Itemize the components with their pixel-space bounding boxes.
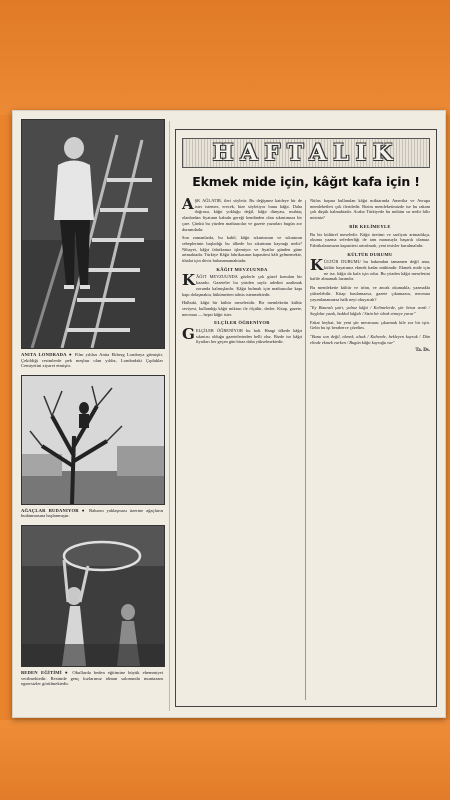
caption-anita-text: ● Film yıldızı Anita Ekberg Londraya gitmiştir. Çekildiği resimlerde pek meşhur olan yıldız, Londradaki Çıplaklar Cemiyetini ziyaret etmiştir. [21, 352, 163, 369]
drop-cap: K [182, 271, 196, 290]
magazine-page [12, 110, 446, 718]
banner-title: HAFTALIK [212, 140, 400, 166]
column-divider [169, 121, 170, 711]
article-paragraph [182, 195, 302, 232]
paragraph-text: Nüfus başına kullanılan kâğıt miktarında Amerika ve Avrupa memleketleri çok ileridedir. Bizim memleketimizde ise bu rakam çok düşük kalmaktadır. Acaba Türkiyede bu mühim sır nedir bilir misiniz? [310, 198, 430, 221]
photo-anita [21, 119, 165, 349]
photo-trees [21, 375, 165, 505]
article-paragraph [310, 320, 430, 331]
paragraph-text: Fakat heyhat, bir yeni şiir mecmuası çıkarmak bile zor bir iştir. Gelin bu işi beraberce çözelim. [310, 319, 430, 331]
background-bottom [0, 720, 450, 800]
article-subhead: BİR KELİMEYLE [349, 223, 391, 229]
background-top [0, 0, 450, 115]
caption-trees-text: ● Baharın yaklaşması üzerine ağaçların budanmasına başlanmıştır. [21, 507, 163, 519]
article-paragraph [310, 256, 430, 282]
article-paragraph [182, 271, 302, 297]
paragraph-text: Bu memlekette kültür ve irfan, ve ancak okumakla, yazmakla yükselebilir. Kitap basılamazsa, gazete çıkamazsa, mecmua yayımlanamazsa halk neyi okuyacak? [310, 285, 430, 302]
haftalik-article [175, 129, 437, 707]
article-paragraph [310, 232, 430, 249]
caption-gymnastics-text: ● Okullarda beden eğitimine büyük ehemmiyet verilmektedir. Resimde genç kızlarımız idman salonunda muntazam egzersizler görülmektedir. [21, 669, 163, 687]
article-paragraph [182, 235, 302, 264]
caption-gymnastics-title: BEDEN EĞİTİMİ [21, 669, 62, 675]
caption-trees-title: AĞAÇLAR BUDANIYOR [21, 507, 79, 513]
article-column-rule [305, 200, 306, 700]
caption-anita-title: ANITA LONDRADA [21, 352, 67, 357]
drop-cap: K [310, 256, 324, 275]
drop-cap: G [182, 325, 195, 344]
article-paragraph [182, 325, 302, 345]
article-poem: "Bunu son değil, ekmek, alsak / Kahvede, bekleyen kuyruk / Dün elinde ekmek varken / Bugün kâğıt kuyruğu var" [310, 334, 430, 345]
article-left-column [182, 195, 302, 348]
caption-anita [21, 352, 163, 369]
photo-gymnastics [21, 525, 165, 667]
article-headline: Ekmek mide için, kâğıt kafa için ! [192, 174, 420, 189]
paragraph-text: Bu bir kültürel meseledir. Kâğıt üretimi ve sarfiyatı artmadıkça, okuma yazma seferberliği de tam manasıyla başarılı olamaz. Fabrikalarımızın kapasitesi artırılmalı, yeni tesisler kurulmalıdır. [310, 231, 430, 248]
caption-gymnastics [21, 670, 163, 687]
paragraph-text: ELÇİLER ÖĞRENİYOR bu hali. Hangi ülkede kâğıt sıkıntısı olduğu gazetelerinden belli olur. Bizde ise kâğıt fiyatları her geçen gün biraz daha yükselmektedir. [195, 328, 302, 345]
photo-column [21, 119, 163, 693]
author-signature: Ta. Ds. [415, 348, 430, 354]
paragraph-text: ÜLTÜR DURUMU bu bakımdan tamamen değil ama, kültür hayatımız ekmek kadar mühimdir. Ekmek mide için ne ise, kâğıt da kafa için odur. Bu yüzden kâğıt meselesini hafife almamak lazımdır. [310, 259, 430, 282]
caption-trees [21, 508, 163, 519]
haftalik-banner [182, 138, 430, 168]
paragraph-text: ÂĞIT MEVZUUNDA gözlerle çok güzel konulan bir kazadır. Gazeteler bu yüzden sayfa adedini azaltmak zorunda kalmışlardır. Kâğıt bulmak için matbaacılar kapı kapı dolaşmakta, hükümetten tahsis istenmektedir. [182, 274, 302, 297]
article-right-column [310, 198, 430, 354]
article-subhead: ELÇİLER ÖĞRENİYOR [214, 320, 270, 326]
paragraph-text: ŞK AĞLATIR, ileri söyletir. Bu değişmez kaideye bir de ister istemez, erecek, bize söyletiyor bunu kâğıt. Daha doğrusu, kâğıt yokluğu değil, kâğıt dünyası, muhtaç olanlardan fiyatının kabulu gereği kendinden olan sıkıntımıza bir çare. Çünkü bu yüzden matbaacılar ve gazete yazarları bugün zor durumdadır. [182, 198, 302, 232]
paragraph-text: Halbuki, kâğıt bir kültür meselesidir. Bir memleketin kültür seviyesi, kullandığı kâğıt miktarı ile ölçülür, derler. Kitap, gazete, mecmua — hepsi kâğıt ister. [182, 300, 302, 317]
paragraph-text: Son zamanlarda, bu kabil, kâğıt sıkıntısının ve sıkıntının sebeplerinin başladığı bu ülkede bu sıkıntının kaynağı nedir? Nihayet, kâğıt fabrikamız işlemiyor ve fiyatlar günden güne artmaktadır. Türkiye Kâğıt fabrikasının kapasitesi kâfi gelmemekte, ithalat için döviz bulunamamaktadır. [182, 235, 302, 264]
article-paragraph [310, 285, 430, 302]
article-paragraph [310, 198, 430, 221]
article-poem: "Ey Bizanslı şairi, yalnız kâğıt / Kelimelerde, şiir biraz vardı / Sayfalar yazık, bakkal kâğıdı / Sizin bir idrak etmeye yarar" [310, 305, 430, 316]
article-subhead: KÂĞIT MEVZUUNDA [216, 266, 268, 272]
drop-cap: A [182, 195, 194, 213]
article-paragraph [182, 300, 302, 317]
article-subhead: KÜLTÜR DURUMU [347, 251, 393, 257]
